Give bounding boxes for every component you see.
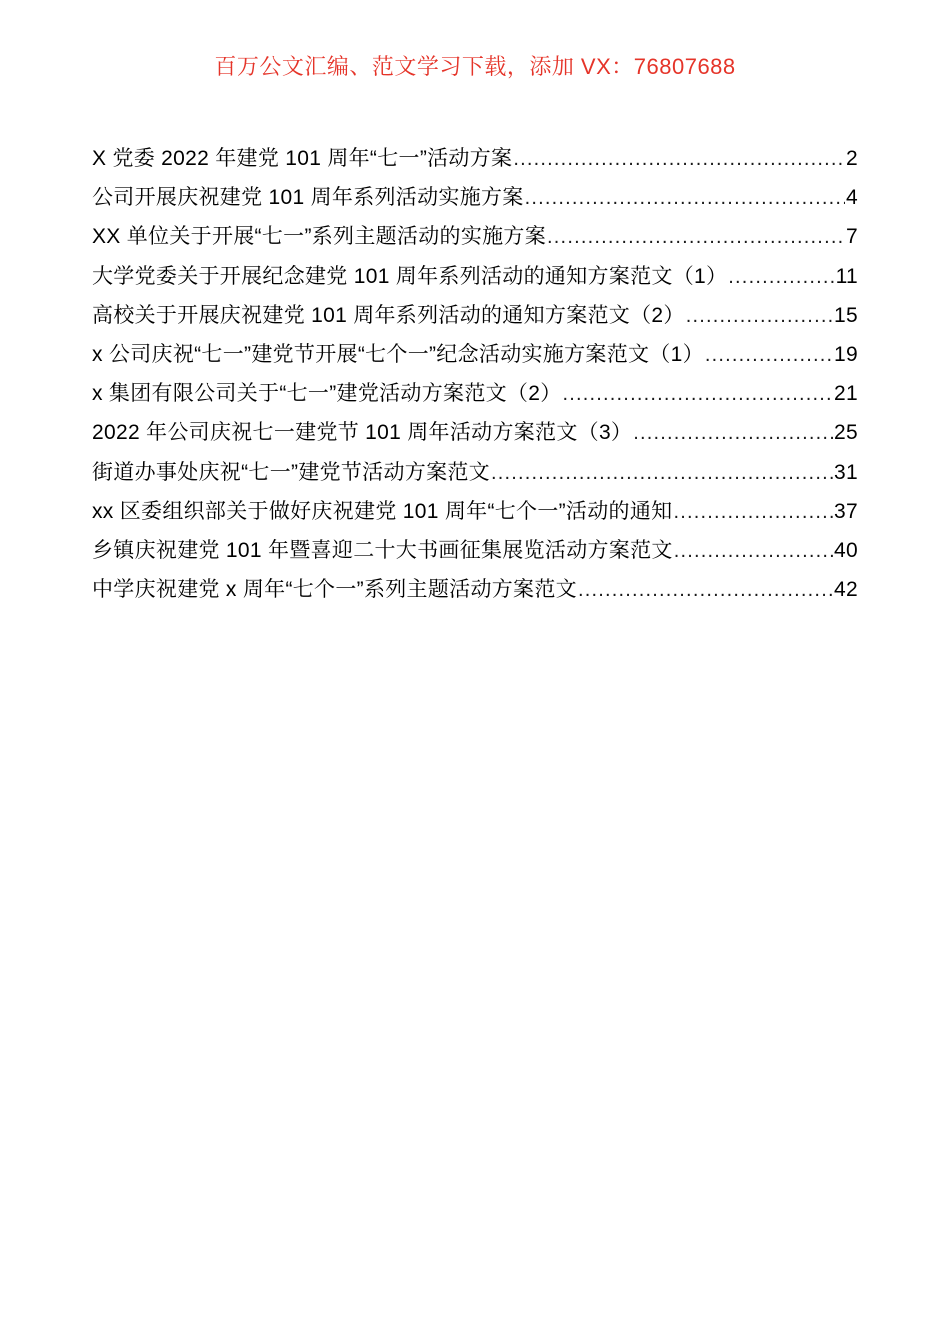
toc-entry-title: XX 单位关于开展“七一”系列主题活动的实施方案	[92, 225, 547, 249]
toc-dot-leader	[705, 335, 833, 375]
toc-entry-page: 25	[834, 421, 858, 445]
toc-entry	[92, 453, 858, 492]
toc-entry-title: x 公司庆祝“七一”建党节开展“七个一”纪念活动实施方案范文（1）	[92, 342, 704, 366]
toc-entry-page: 2	[846, 147, 858, 170]
table-of-contents	[92, 139, 858, 609]
toc-entry-page: 40	[834, 538, 858, 562]
toc-entry-title: 2022 年公司庆祝七一建党节 101 周年活动方案范文（3）	[92, 421, 633, 445]
toc-entry	[92, 531, 858, 570]
toc-entry-title: X 党委 2022 年建党 101 周年“七一”活动方案	[92, 147, 513, 170]
toc-entry	[92, 257, 858, 296]
toc-entry-page: 4	[846, 186, 858, 210]
toc-entry-page: 31	[834, 460, 858, 484]
toc-entry	[92, 374, 858, 413]
toc-entry	[92, 492, 858, 531]
toc-dot-leader	[513, 139, 845, 179]
toc-entry-page: 11	[835, 264, 858, 288]
toc-entry-page: 15	[834, 303, 858, 327]
toc-dot-leader	[491, 453, 833, 493]
toc-dot-leader	[563, 374, 834, 414]
toc-entry-title: 街道办事处庆祝“七一”建党节活动方案范文	[92, 460, 490, 484]
toc-entry-page: 19	[834, 342, 858, 366]
toc-entry	[92, 413, 858, 452]
toc-entry	[92, 296, 858, 335]
toc-entry	[92, 178, 858, 217]
toc-entry	[92, 335, 858, 374]
promo-header: 百万公文汇编、范文学习下载，添加 VX：76807688	[214, 54, 736, 79]
toc-entry-title: x 集团有限公司关于“七一”建党活动方案范文（2）	[92, 382, 562, 406]
toc-entry-page: 7	[846, 225, 858, 249]
toc-dot-leader	[525, 178, 845, 218]
toc-entry-page: 42	[834, 578, 858, 602]
toc-entry-page: 21	[834, 382, 858, 406]
toc-dot-leader	[578, 570, 833, 610]
toc-dot-leader	[673, 492, 833, 532]
toc-entry-title: 中学庆祝建党 x 周年“七个一”系列主题活动方案范文	[92, 578, 577, 602]
toc-entry	[92, 570, 858, 609]
toc-dot-leader	[547, 217, 845, 257]
toc-entry-title: xx 区委组织部关于做好庆祝建党 101 周年“七个一”活动的通知	[92, 499, 673, 523]
toc-dot-leader	[674, 531, 833, 571]
toc-dot-leader	[728, 257, 834, 297]
toc-entry-title: 大学党委关于开展纪念建党 101 周年系列活动的通知方案范文（1）	[92, 264, 728, 288]
toc-entry-title: 乡镇庆祝建党 101 年暨喜迎二十大书画征集展览活动方案范文	[92, 538, 673, 562]
toc-entry-title: 高校关于开展庆祝建党 101 周年系列活动的通知方案范文（2）	[92, 303, 685, 327]
toc-entry	[92, 139, 858, 178]
toc-dot-leader	[686, 296, 833, 336]
toc-dot-leader	[633, 413, 833, 453]
toc-entry	[92, 217, 858, 256]
toc-entry-title: 公司开展庆祝建党 101 周年系列活动实施方案	[92, 186, 524, 210]
toc-entry-page: 37	[834, 499, 858, 523]
